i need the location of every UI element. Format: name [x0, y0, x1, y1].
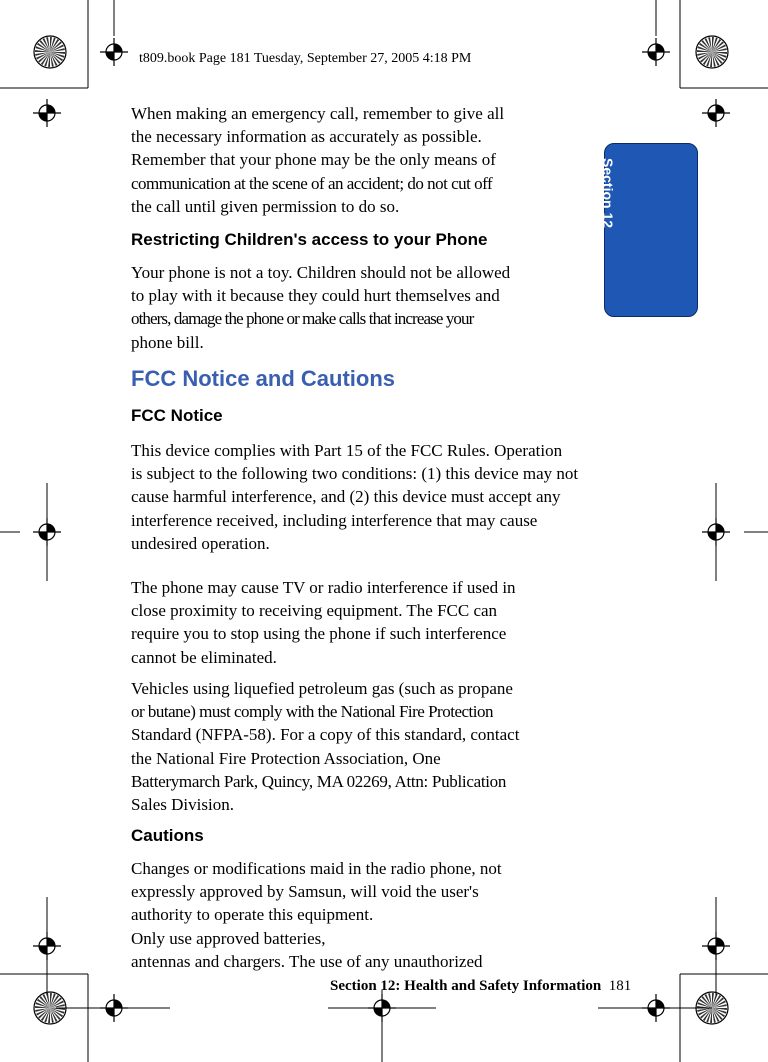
- emergency-paragraph: [131, 102, 504, 218]
- fcc-notice-paragraph: [131, 439, 578, 555]
- text-line: expressly approved by Samsun, will void the user's: [131, 882, 479, 902]
- cautions-paragraph: [131, 857, 502, 973]
- text-line: interference received, including interference that may cause: [131, 510, 538, 530]
- vehicles-paragraph: [131, 677, 519, 816]
- cautions-heading: Cautions: [131, 826, 204, 845]
- text-line: Vehicles using liquefied petroleum gas (such as propane: [131, 679, 513, 698]
- text-line: Sales Division.: [131, 795, 234, 815]
- text-line: Changes or modifications maid in the radio phone, not: [131, 859, 502, 878]
- text-line: close proximity to receiving equipment. The FCC can: [131, 601, 498, 621]
- print-header: t809.book Page 181 Tuesday, September 27, 2005 4:18 PM: [139, 51, 472, 66]
- text-line: the National Fire Protection Association, One: [131, 748, 441, 768]
- text-line: When making an emergency call, remember to give all: [131, 104, 505, 123]
- text-line: to play with it because they could hurt themselves and: [131, 286, 500, 306]
- text-line: cannot be eliminated.: [131, 647, 277, 667]
- text-line: This device complies with Part 15 of the FCC Rules. Operation: [131, 441, 563, 460]
- text-line: Your phone is not a toy. Children should not be allowed: [131, 263, 511, 282]
- fcc-notice-heading: FCC Notice: [131, 406, 223, 425]
- text-line: The phone may cause TV or radio interference if used in: [131, 578, 516, 597]
- children-heading: Restricting Children's access to your Phone: [131, 230, 488, 249]
- section-side-tab: [604, 143, 698, 317]
- page-number: 181: [608, 978, 632, 994]
- section-side-tab-label: Section 12: [600, 158, 616, 229]
- text-line: require you to stop using the phone if such interference: [131, 624, 507, 644]
- text-line: the call until given permission to do so.: [131, 196, 400, 216]
- text-line: communication at the scene of an accident; do not cut off: [131, 173, 493, 193]
- text-line: phone bill.: [131, 332, 204, 352]
- text-line: others, damage the phone or make calls that increase your: [131, 309, 474, 329]
- text-line: is subject to the following two conditions: (1) this device may not: [131, 464, 579, 484]
- text-line: Batterymarch Park, Quincy, MA 02269, Attn: Publication: [131, 771, 507, 791]
- text-line: or butane) must comply with the National Fire Protection: [131, 702, 493, 722]
- page-footer: [330, 978, 631, 995]
- interference-paragraph: [131, 576, 516, 669]
- text-line: Remember that your phone may be the only means of: [131, 150, 496, 170]
- children-paragraph: [131, 261, 510, 354]
- text-line: antennas and chargers. The use of any unauthorized: [131, 951, 483, 971]
- footer-section-title: Section 12: Health and Safety Information: [330, 978, 602, 994]
- text-line: authority to operate this equipment.: [131, 905, 374, 925]
- text-line: Only use approved batteries,: [131, 928, 326, 948]
- text-line: the necessary information as accurately as possible.: [131, 127, 482, 147]
- fcc-section-heading: FCC Notice and Cautions: [131, 366, 396, 391]
- text-line: Standard (NFPA-58). For a copy of this standard, contact: [131, 725, 520, 745]
- text-line: undesired operation.: [131, 533, 270, 553]
- text-line: cause harmful interference, and (2) this device must accept any: [131, 487, 561, 507]
